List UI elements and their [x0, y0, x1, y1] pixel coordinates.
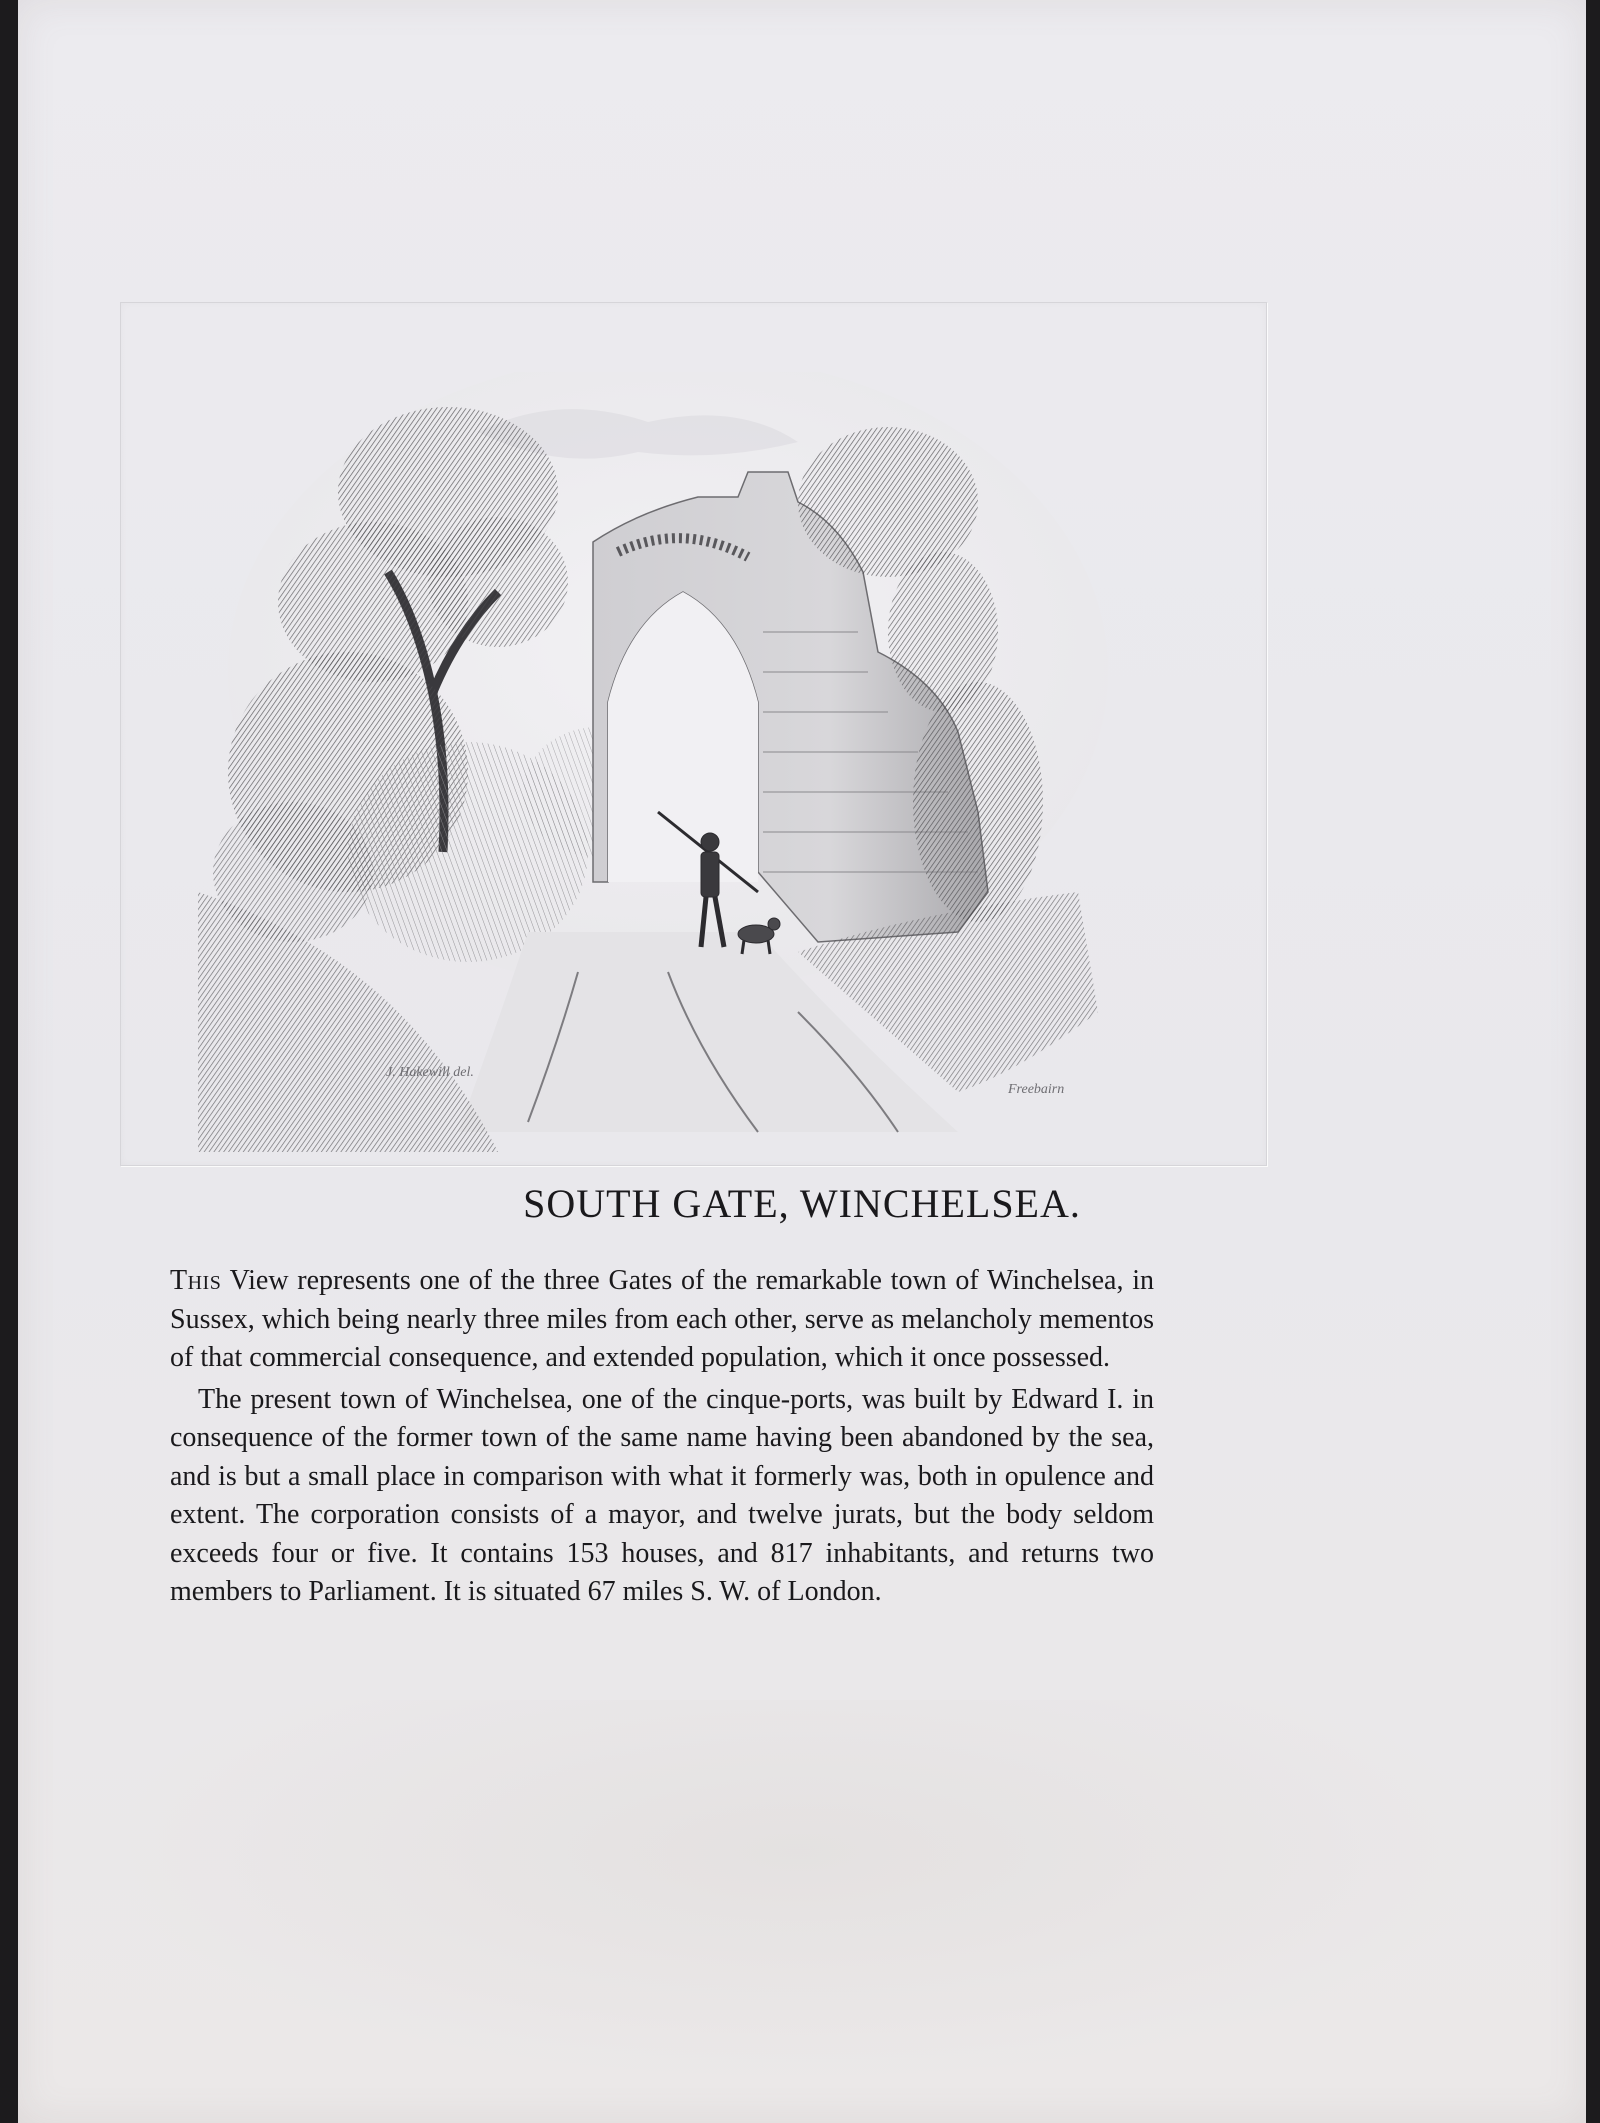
- ivy-foliage: [913, 682, 1043, 922]
- paper-foxing: [98, 1700, 1498, 2080]
- paragraph-lead-word: This: [170, 1265, 222, 1296]
- paragraph-1: [170, 1262, 1154, 1378]
- paragraph-1-text: View represents one of the three Gates of the remarkable town of Winchelsea, in Sussex, which being nearly three miles from each other, serve as melancholy mementos of that commercial consequence, and extended population, which it once possessed.: [170, 1265, 1154, 1373]
- left-tree-canopy: [428, 517, 568, 647]
- artist-credit: J. Hakewill del.: [386, 1065, 474, 1080]
- paragraph-2: The present town of Winchelsea, one of the cinque-ports, was built by Edward I. in consequence of the former town of the same name having been abandoned by the sea, and is but a small place in comparison with what it formerly was, both in opulence and extent. The corporation consists of a mayor, and twelve jurats, but the body seldom exceeds four or five. It contains 153 houses, and 817 inhabitants, and returns two members to Parliament. It is situated 67 miles S. W. of London.: [170, 1383, 1154, 1607]
- engraver-credit: Freebairn: [1008, 1082, 1065, 1097]
- printed-page: [18, 0, 1586, 2123]
- body-text: [170, 1262, 1154, 1612]
- engraving-illustration: [198, 372, 1148, 1152]
- page-title: SOUTH GATE, WINCHELSEA.: [523, 1181, 1081, 1226]
